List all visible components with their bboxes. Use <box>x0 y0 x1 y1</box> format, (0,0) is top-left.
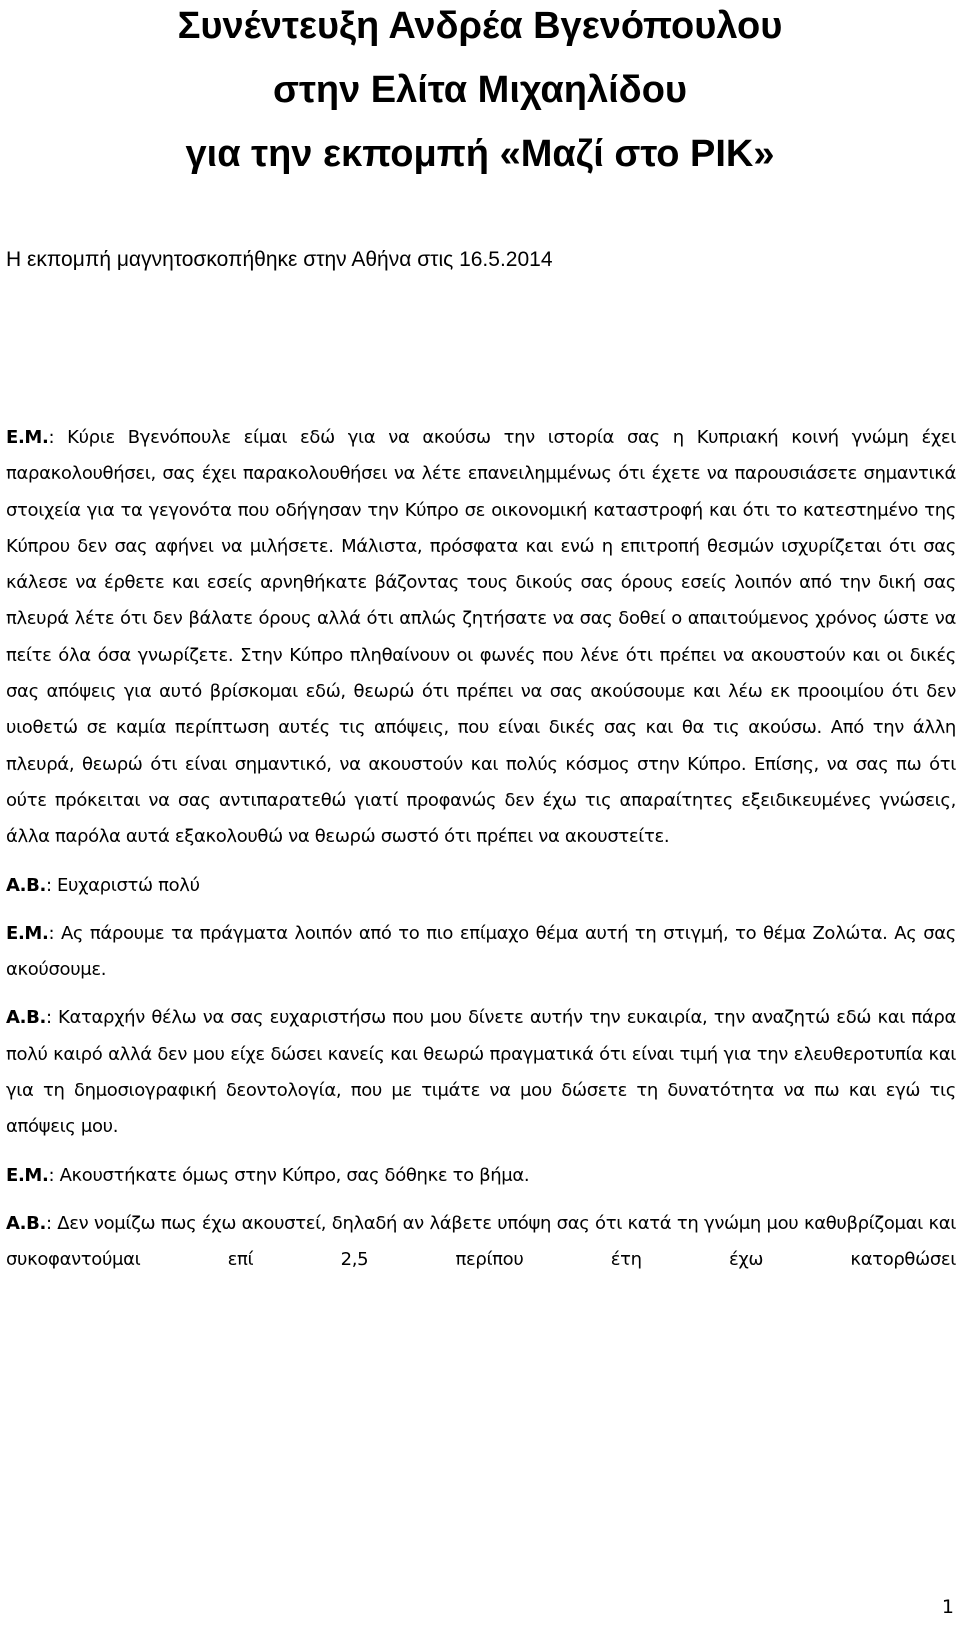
paragraph-5 <box>6 1158 956 1194</box>
title-line-1: Συνέντευξη Ανδρέα Βγενόπουλου <box>177 5 783 47</box>
paragraph-text: : Ακουστήκατε όμως στην Κύπρο, σας δόθηκε το βήμα. <box>48 1164 530 1186</box>
speaker-label: Ε.Μ. <box>6 1164 49 1186</box>
interview-body <box>6 420 956 1279</box>
paragraph-1 <box>6 420 956 856</box>
speaker-label: Α.Β. <box>6 1007 46 1029</box>
speaker-label: Ε.Μ. <box>6 427 49 448</box>
paragraph-text: : Δεν νομίζω πως έχω ακουστεί, δηλαδή αν λάβετε υπόψη σας ότι κατά τη γνώμη μου καθυβρίζομαι και συκοφαντούμαι επί 2,5 περίπου έτη έχω κατορθώσει <box>6 1212 956 1271</box>
speaker-label: Α.Β. <box>6 1212 46 1234</box>
paragraph-text: : Ευχαριστώ πολύ <box>45 874 200 896</box>
broadcast-note: Η εκπομπή μαγνητοσκοπήθηκε στην Αθήνα στις 16.5.2014 <box>6 248 553 271</box>
paragraph-text: : Κύριε Βγενόπουλε είμαι εδώ για να ακούσω την ιστορία σας η Κυπριακή κοινή γνώμη έχει παρακολουθήσει, σας έχει παρακολουθήσει να λέτε επανειλημμένως ότι έχετε να παρουσιάσετε σημαντικά στοιχεία για τα γεγονότα που οδήγησαν την Κύπρο σε οικονομική καταστροφή και ότι το κατεστημένο της Κύπρου δεν σας αφήνει να μιλήσετε. Μάλιστα, πρόσφατα και ενώ η επιτροπή θεσμών ισχυρίζεται ότι σας κάλεσε να έρθετε και εσείς αρνηθήκατε βάζοντας τους δικούς σας όρους εσείς λοιπόν από την δική σας πλευρά λέτε ότι δεν βάλατε όρους αλλά ότι απλώς ζητήσατε να σας δοθεί ο απαιτούμενος χρόνος ώστε να πείτε όλα όσα γνωρίζετε. Στην Κύπρο πληθαίνουν οι φωνές που λένε ότι πρέπει να ακουστούν και οι δικές σας απόψεις για αυτό βρίσκομαι εδώ, θεωρώ ότι πρέπει να σας ακούσουμε και λέω εκ προοιμίου ότι δεν υιοθετώ σε καμία περίπτωση αυτές τις απόψεις, που είναι δικές σας και θα τις ακούσω. Από την άλλη πλευρά, θεωρώ ότι είναι σημαντικό, να ακουστούν και πολύς κόσμος στην Κύπρο. Επίσης, να σας πω ότι ούτε πρόκειται να σας αντιπαρατεθώ γιατί προφανώς δεν έχω τις απαραίτητες εξειδικευμένες γνώσεις, άλλα παρόλα αυτά εξακολουθώ να θεωρώ σωστό ότι πρέπει να ακουστείτε. <box>6 427 956 848</box>
paragraph-3 <box>6 916 956 989</box>
title-line-3: για την εκπομπή «Μαζί στο ΡΙΚ» <box>185 133 775 175</box>
paragraph-4 <box>6 1000 956 1145</box>
paragraph-2 <box>6 868 956 904</box>
document-title <box>0 0 960 186</box>
speaker-label: Ε.Μ. <box>6 922 49 944</box>
speaker-label: Α.Β. <box>6 874 46 896</box>
paragraph-6 <box>6 1206 956 1279</box>
paragraph-text: : Ας πάρουμε τα πράγματα λοιπόν από το πιο επίμαχο θέμα αυτή τη στιγμή, το θέμα Ζολώτα. Ας σας ακούσουμε. <box>6 922 956 981</box>
paragraph-text: : Καταρχήν θέλω να σας ευχαριστήσω που μου δίνετε αυτήν την ευκαιρία, την αναζητώ εδώ και πάρα πολύ καιρό αλλά δεν μου είχε δώσει κανείς και θεωρώ πραγματικά ότι είναι τιμή για την ελευθεροτυπία και για τη δημοσιογραφική δεοντολογία, που με τιμάτε να μου δώσετε τη δυνατότητα να πω και εγώ τις απόψεις μου. <box>6 1007 956 1138</box>
page-number: 1 <box>941 1596 954 1618</box>
title-line-2: στην Ελίτα Μιχαηλίδου <box>272 69 688 111</box>
